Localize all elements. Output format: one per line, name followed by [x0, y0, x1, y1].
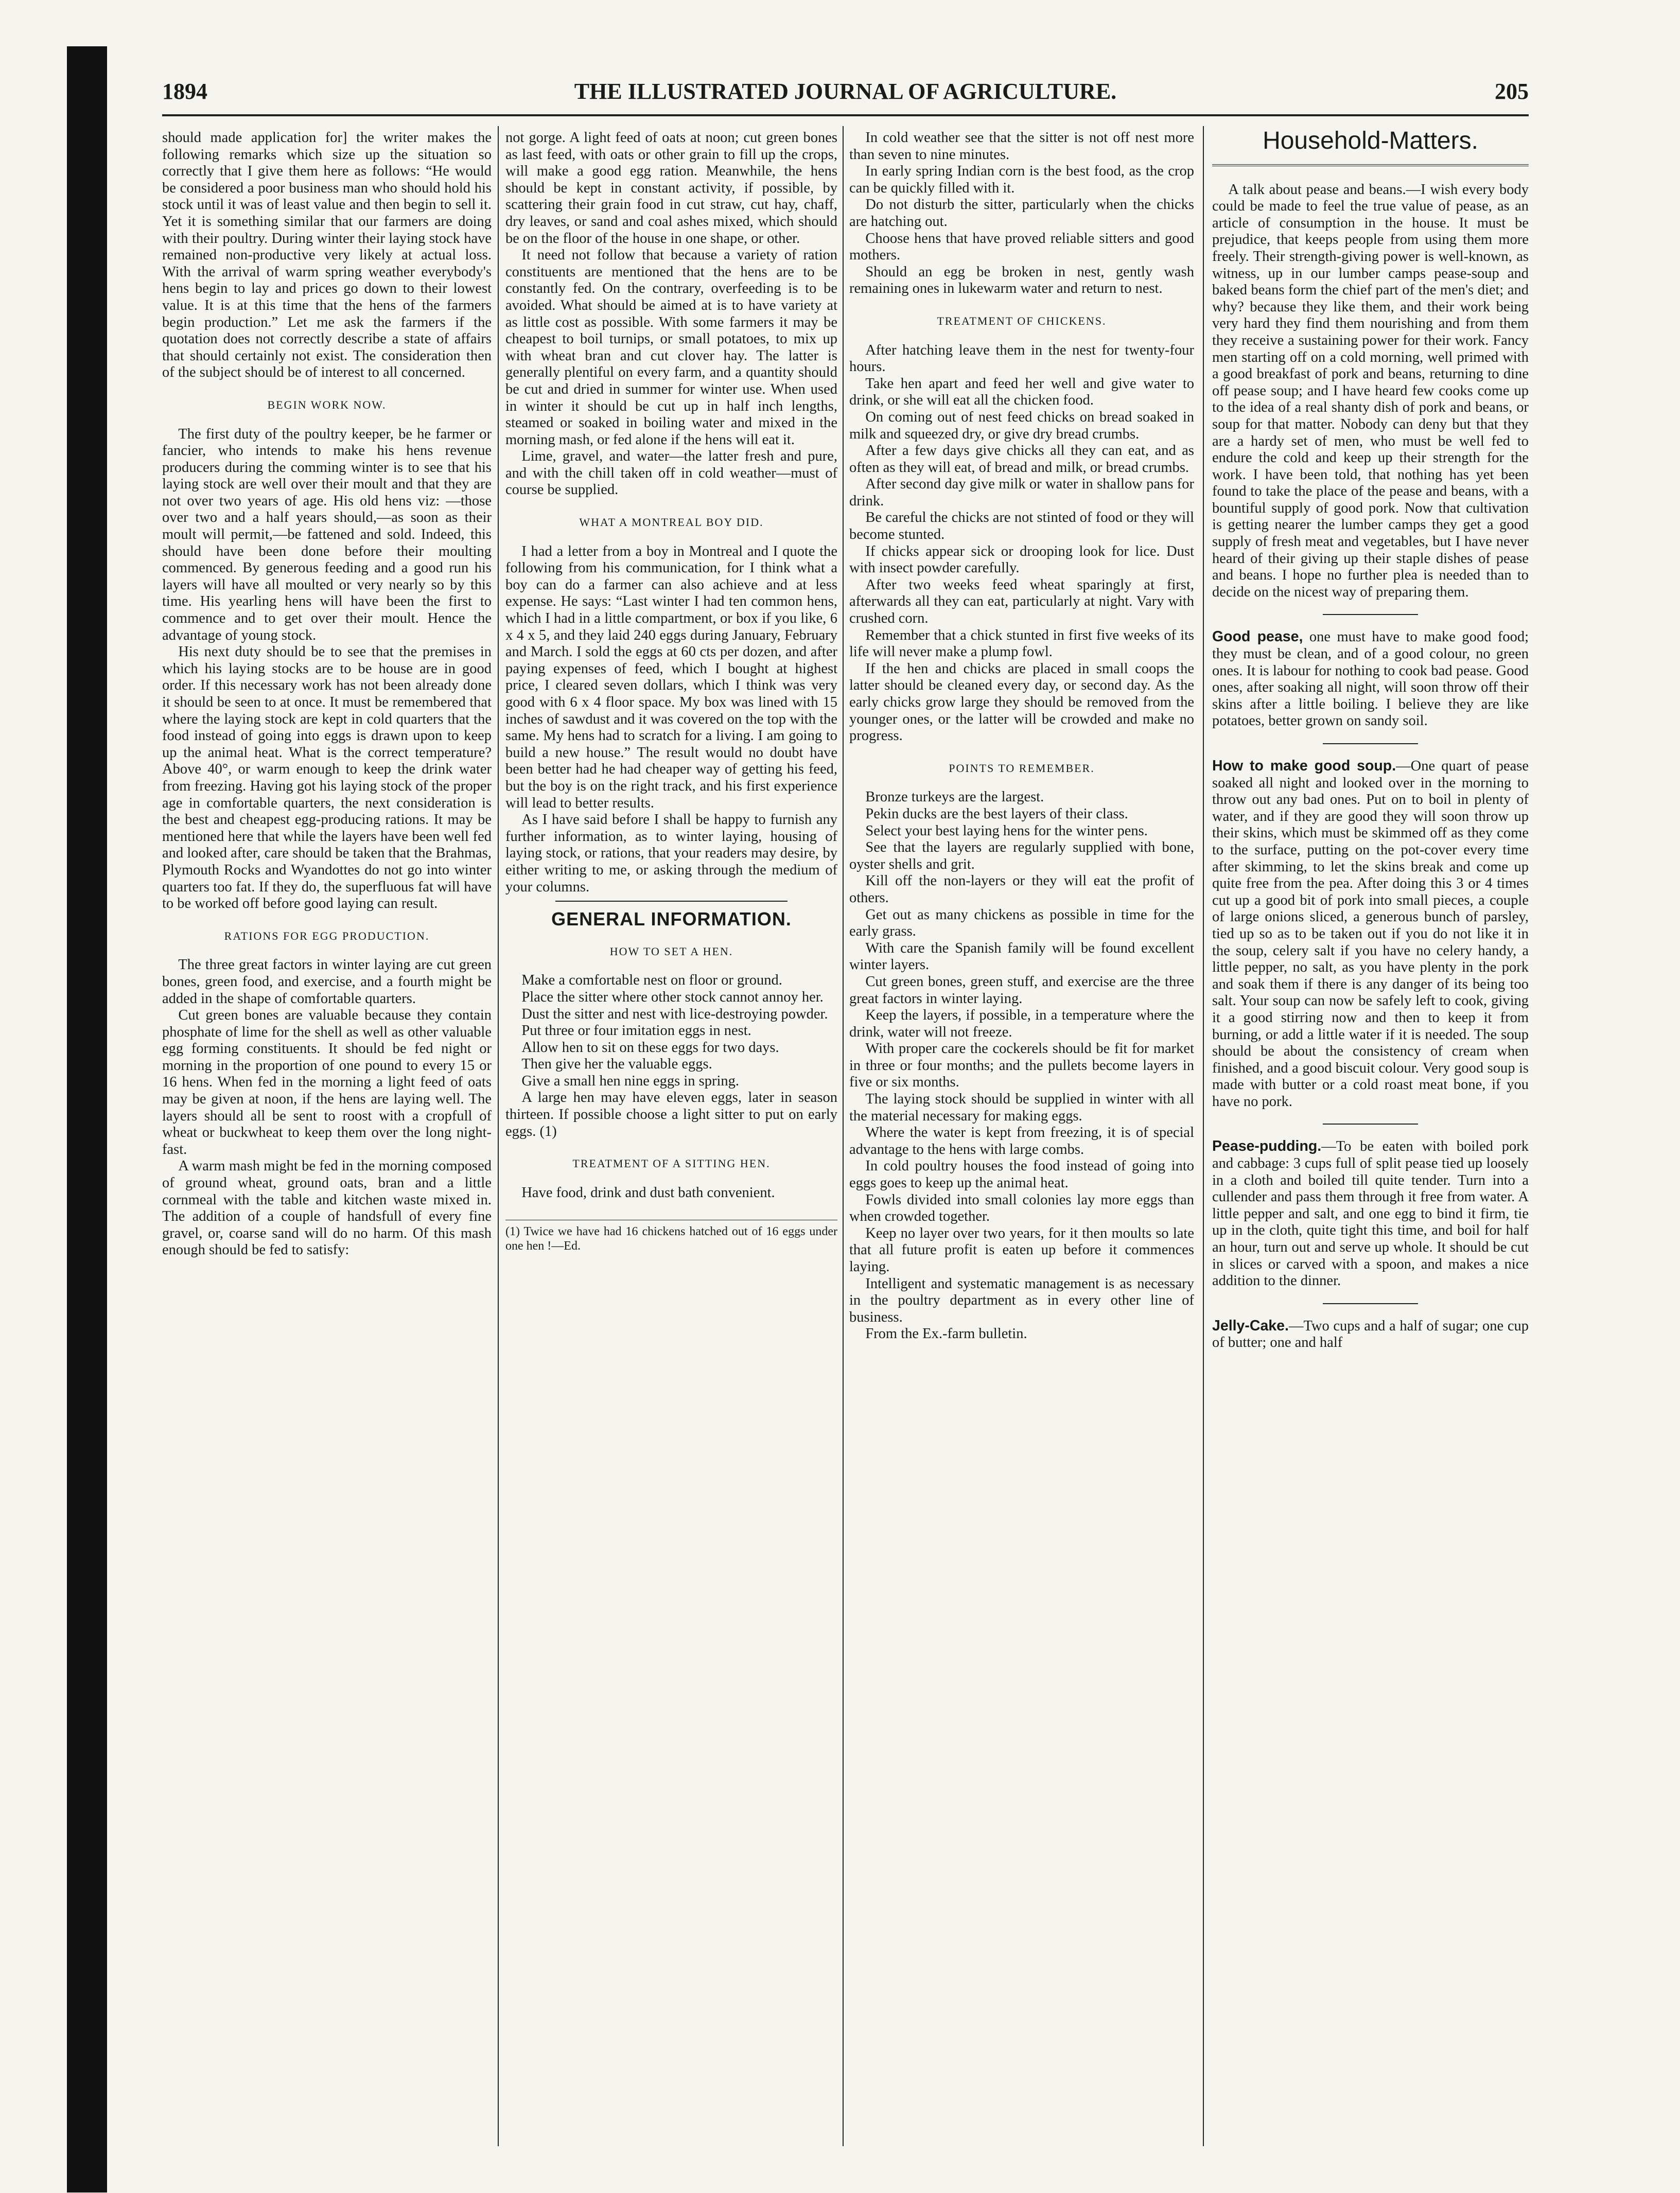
- section-heading: BEGIN WORK NOW.: [267, 398, 387, 411]
- list-item: Pekin ducks are the best layers of their class.: [865, 805, 1128, 822]
- footnote: (1) Twice we have had 16 chickens hatched out of 16 eggs under one hen !—Ed.: [505, 1220, 837, 1253]
- list-item: Place the sitter where other stock cannot annoy her.: [521, 989, 824, 1005]
- paragraph-body: —One quart of pease soaked all night and looked over in the morning to throw out any bad ones. Put on to boil in plenty of water, and if they are good they will soon throw up their skins, which must be skimmed off as they come to the surface, putting on the pot-cover every time after skimming, to let the skins break and come up quite free from the pea. After doing this 3 or 4 times cut up a good bit of pork into small pieces, a couple of large onions sliced, a generous bunch of parsley, tied up so as to be taken out if you do not like it in the soup, celery salt if you have no celery handy, a little pepper, no salt, as you have plenty in the pork and soak them if there is any danger of its being too salt. Your soup can now be safely left to cook, giving it a good stirring now and then to keep it from burning, or add a little water if it is needed. The soup should be about the consistency of cream when finished, and a good biscuit colour. Very good soup is made with butter or a cold roast meat bone, if you have no pork.: [1212, 758, 1529, 1110]
- list-item: Remember that a chick stunted in first five weeks of its life will never make a plump fowl.: [849, 627, 1194, 660]
- list-item: Keep the layers, if possible, in a temperature where the drink, water will not freeze.: [849, 1007, 1194, 1040]
- column-divider: [843, 126, 844, 2146]
- ornament-rule: [555, 901, 788, 902]
- header-page-number: 205: [1495, 79, 1529, 104]
- list-item: After hatching leave them in the nest for twenty-four hours.: [849, 342, 1194, 375]
- list-item: Have food, drink and dust bath convenient.: [521, 1184, 775, 1201]
- list-item: Should an egg be broken in nest, gently wash remaining ones in lukewarm water and return to nest.: [849, 264, 1194, 297]
- list-item: Dust the sitter and nest with lice-destroying powder.: [521, 1006, 828, 1022]
- section-heading: TREATMENT OF A SITTING HEN.: [572, 1157, 771, 1170]
- paragraph: should made application for] the writer makes the following remarks which size up the situation so correctly that I give them here as follows: “He would be considered a poor business man who should hold his stock until it was of least value and then begin to sell it. Yet it is something similar that our farmers are doing with their poultry. During winter their laying stock have remained non-productive very likely at actual loss. With the arrival of warm spring weather everybody's hens begin to lay and prices go down to their lowest value. It is at this time that the hens of the farmers begin production.” Let me ask the farmers if the quotation does not correctly describe a state of affairs that should certainly not exist. The consideration then of the subject should be of interest to all concerned.: [162, 130, 492, 381]
- paragraph: [1212, 758, 1529, 1110]
- list-item: From the Ex.-farm bulletin.: [865, 1326, 1027, 1342]
- list-item: Keep no layer over two years, for it then moults so late that all future profit is eaten up before it commences laying.: [849, 1225, 1194, 1275]
- list-item: Be careful the chicks are not stinted of food or they will become stunted.: [849, 510, 1194, 543]
- paragraph-lead: Pease-pudding.: [1212, 1138, 1322, 1155]
- list-item: In early spring Indian corn is the best food, as the crop can be quickly filled with it.: [849, 163, 1194, 196]
- separator-rule: [1323, 1303, 1418, 1304]
- book-binding-edge: [67, 46, 107, 2192]
- list-item: Select your best laying hens for the winter pens.: [865, 822, 1148, 839]
- list-item: The laying stock should be supplied in winter with all the material necessary for making eggs.: [849, 1091, 1194, 1124]
- list-item: In cold weather see that the sitter is not off nest more than seven to nine minutes.: [849, 130, 1194, 163]
- paragraph: Lime, gravel, and water—the latter fresh and pure, and with the chill taken off in cold weather—must of course be supplied.: [505, 448, 837, 498]
- section-heading: HOW TO SET A HEN.: [609, 944, 733, 958]
- list-item: Cut green bones, green stuff, and exercise are the three great factors in winter laying.: [849, 973, 1194, 1007]
- list-item: If the hen and chicks are placed in small coops the latter should be cleaned every day, or second day. As the early chicks grow large they should be removed from the younger ones, or the latter will be crowded and make no progress.: [849, 660, 1194, 744]
- list-item: On coming out of nest feed chicks on bread soaked in milk and squeezed dry, or give dry bread crumbs.: [849, 409, 1194, 442]
- separator-rule: [1323, 614, 1418, 615]
- header-rule: [162, 114, 1529, 116]
- header-title: THE ILLUSTRATED JOURNAL OF AGRICULTURE.: [574, 79, 1117, 104]
- header-year: 1894: [162, 79, 207, 104]
- list-item: A large hen may have eleven eggs, later in season thirteen. If possible choose a light sitter to put on early eggs. (1): [505, 1090, 837, 1139]
- list-item: Then give her the valuable eggs.: [521, 1056, 712, 1073]
- paragraph-body: one must have to make good food; they must be clean, and of a good colour, no green ones. It is labour for nothing to cook bad pease. Good ones, after soaking all night, will soon throw off their skins after a little boiling. I believe they are like potatoes, better grown on sandy soil.: [1212, 629, 1529, 729]
- list-item: If chicks appear sick or drooping look for lice. Dust with insect powder carefully.: [849, 543, 1194, 576]
- list-item: Make a comfortable nest on floor or ground.: [521, 972, 782, 989]
- section-title: Household-Matters.: [1263, 130, 1478, 154]
- paragraph: The three great factors in winter laying are cut green bones, green food, and exercise, and a fourth might be added in the shape of comfortable quarters.: [162, 957, 492, 1007]
- paragraph: As I have said before I shall be happy to furnish any further information, as to winter laying, housing of laying stock, or rations, that your readers may desire, by either writing to me, or asking through the medium of your columns.: [505, 812, 837, 895]
- column-1: [162, 130, 492, 2147]
- column-divider: [498, 126, 499, 2146]
- paragraph: [1212, 1318, 1529, 1352]
- paragraph: The first duty of the poultry keeper, be he farmer or fancier, who intends to make his hens revenue producers during the comming winter is to see that his laying stock are well over their moult and that they are not over two years of age. His old hens viz: —those over two and a half years should,—as soon as their moult will permit,—be fattened and sold. Indeed, this should have been done before their moulting commenced. By generous feeding and a good run his layers will have all moulted or very nearly so by this time. His yearling hens will have been the first to commence and to get over their moult. Hence the advantage of young stock.: [162, 426, 492, 643]
- list-item: Kill off the non-layers or they will eat the profit of others.: [849, 873, 1194, 906]
- title-rule: [1212, 164, 1529, 166]
- section-heading: POINTS TO REMEMBER.: [949, 761, 1095, 775]
- paragraph: [1212, 1138, 1529, 1289]
- separator-rule: [1323, 1124, 1418, 1125]
- paragraph: It need not follow that because a variety of ration constituents are mentioned that the hens are to be constantly fed. On the contrary, overfeeding is to be avoided. What should be aimed at is to have variety at as little cost as possible. With some farmers it may be cheapest to boil turnips, or small potatoes, to mix up with wheat bran and cut clover hay. The latter is generally plentiful on every farm, and a quantity should be cut and dried in summer for winter use. When used in winter it should be cut up in half inch lengths, steamed or soaked in boiling water and mixed in the morning mash, or fed alone if the hens will eat it.: [505, 247, 837, 448]
- list-item: After two weeks feed wheat sparingly at first, afterwards all they can eat, particularly at night. Vary with crushed corn.: [849, 576, 1194, 627]
- paragraph: [1212, 628, 1529, 730]
- list-item: With care the Spanish family will be found excellent winter layers.: [849, 940, 1194, 973]
- section-heading: TREATMENT OF CHICKENS.: [937, 314, 1107, 327]
- paragraph: A talk about pease and beans.—I wish every body could be made to feel the true value of pease, as an article of consumption in the house. It must be prejudice, that keeps people from using them more freely. Their strength-giving power is well-known, as witness, up in our lumber camps pease-soup and baked beans form the chief part of the men's diet; and why? because they like them, and their work being very hard they find them nourishing and from them they receive a sustaining power for their work. Fancy men starting off on a cold morning, well primed with a good breakfast of pork and beans, returning to dine off pease soup; and I have heard few cooks come up to the idea of a real shanty dish of pork and beans, or soup for that matter. Nobody can deny but that they are a hardy set of men, who must be well fed to endure the cold and keep up their strength for the work. I have been told, that nothing has yet been found to take the place of the pease and beans, with a bountiful supply of good pork. Now that cultivation is getting nearer the lumber camps they get a good supply of fresh meat and vegetables, but I have never heard of their giving up their staple dishes of pease and beans. I hope no further plea is needed than to decide on the nicest way of preparing them.: [1212, 181, 1529, 600]
- paragraph-body: —To be eaten with boiled pork and cabbage: 3 cups full of split pease tied up loosely in a cloth and boiled till quite tender. Turn into a cullender and pass them through it free from water. A little pepper and salt, and one egg to bind it firm, tie up in the cloth, quite tight this time, and boil for half an hour, turn out and serve up whole. It should be cut in slices or carved with a spoon, and makes a nice addition to the dinner.: [1212, 1138, 1529, 1289]
- list-item: Fowls divided into small colonies lay more eggs than when crowded together.: [849, 1191, 1194, 1225]
- list-item: Bronze turkeys are the largest.: [865, 789, 1044, 805]
- paragraph: I had a letter from a boy in Montreal and I quote the following from his communication, for I think what a boy can do a farmer can also achieve and at less expense. He says: “Last winter I had ten common hens, which I had in a little compartment, or box if you like, 6 x 4 x 5, and they laid 240 eggs during January, February and March. I sold the eggs at 60 cts per dozen, and after paying expenses of feed, which I bought at highest price, I cleared seven dollars, which I think was very good with 6 x 4 floor space. My box was lined with 15 inches of sawdust and it was covered on the top with the same. My hens had to scratch for a living. I am going to build a new house.” The result would no doubt have been better had he had cheaper way of getting his feed, but the boy is on the right track, and his first experience will lead to better results.: [505, 543, 837, 811]
- paragraph-body: —Two cups and a half of sugar; one cup of butter; one and half: [1212, 1318, 1529, 1351]
- section-heading: WHAT A MONTREAL BOY DID.: [579, 516, 764, 529]
- paragraph: Cut green bones are valuable because they contain phosphate of lime for the shell as well as other valuable egg forming constituents. It should be fed night or morning in the proportion of one pound to every 15 or 16 hens. When fed in the morning a light feed of oats may be given at noon, if the hens are laying well. The layers should all be sent to roost with a cropfull of wheat or buckwheat to keep them over the long night-fast.: [162, 1007, 492, 1157]
- paragraph-lead: Good pease,: [1212, 628, 1303, 645]
- list-item: Put three or four imitation eggs in nest.: [521, 1023, 751, 1039]
- page-header: [162, 76, 1529, 112]
- section-title: GENERAL INFORMATION.: [551, 908, 792, 930]
- list-item: See that the layers are regularly supplied with bone, oyster shells and grit.: [849, 839, 1194, 872]
- paragraph-lead: Jelly-Cake.: [1212, 1317, 1289, 1334]
- paragraph-lead: How to make good soup.: [1212, 758, 1396, 774]
- paragraph: His next duty should be to see that the premises in which his laying stocks are to be house are in good order. If this necessary work has not been already done it should be seen to at once. It must be remembered that where the laying stock are kept in cold quarters that the food instead of going into eggs is drawn upon to keep up the animal heat. What is the correct temperature? Above 40°, or warm enough to keep the drink water from freezing. Having got his laying stock of the proper age in comfortable quarters, the next consideration is the best and cheapest egg-producing rations. It may be mentioned here that while the layers have been well fed and looked after, care should be taken that the Brahmas, Plymouth Rocks and Wyandottes do not go into winter quarters too fat. If they do, the superfluous fat will have to be worked off before good laying can result.: [162, 644, 492, 912]
- list-item: After a few days give chicks all they can eat, and as often as they will eat, of bread and milk, or bread crumbs.: [849, 443, 1194, 476]
- column-4: [1212, 130, 1529, 2147]
- list-item: Choose hens that have proved reliable sitters and good mothers.: [849, 230, 1194, 264]
- paragraph: not gorge. A light feed of oats at noon; cut green bones as last feed, with oats or other grain to fill up the crops, will make a good egg ration. Meanwhile, the hens should be kept in constant activity, if possible, by scattering their grain food in cut straw, cut hay, chaff, dry leaves, or sand and coal ashes mixed, which should be on the floor of the house in one shape, or other.: [505, 130, 837, 247]
- list-item: Do not disturb the sitter, particularly when the chicks are hatching out.: [849, 197, 1194, 230]
- list-item: Intelligent and systematic management is as necessary in the poultry department as in every other line of business.: [849, 1275, 1194, 1325]
- column-2: [505, 130, 837, 2147]
- list-item: With proper care the cockerels should be fit for market in three or four months; and the pullets become layers in five or six months.: [849, 1041, 1194, 1091]
- list-item: After second day give milk or water in shallow pans for drink.: [849, 476, 1194, 509]
- column-3: [849, 130, 1194, 2147]
- column-divider: [1203, 126, 1204, 2146]
- list-item: Give a small hen nine eggs in spring.: [521, 1073, 740, 1089]
- section-heading: RATIONS FOR EGG PRODUCTION.: [224, 929, 430, 942]
- list-item: Allow hen to sit on these eggs for two days.: [521, 1039, 779, 1056]
- list-item: Take hen apart and feed her well and give water to drink, or she will eat all the chicken food.: [849, 375, 1194, 409]
- paragraph: A warm mash might be fed in the morning composed of ground wheat, ground oats, bran and a little cornmeal with the table and kitchen waste mixed in. The addition of a couple of handsfull of every fine gravel, or, coarse sand will do no harm. Of this mash enough should be fed to satisfy:: [162, 1158, 492, 1258]
- list-item: Where the water is kept from freezing, it is of special advantage to the hens with large combs.: [849, 1125, 1194, 1157]
- list-item: In cold poultry houses the food instead of going into eggs goes to keep up the animal heat.: [849, 1158, 1194, 1191]
- separator-rule: [1323, 743, 1418, 744]
- list-item: Get out as many chickens as possible in time for the early grass.: [849, 906, 1194, 940]
